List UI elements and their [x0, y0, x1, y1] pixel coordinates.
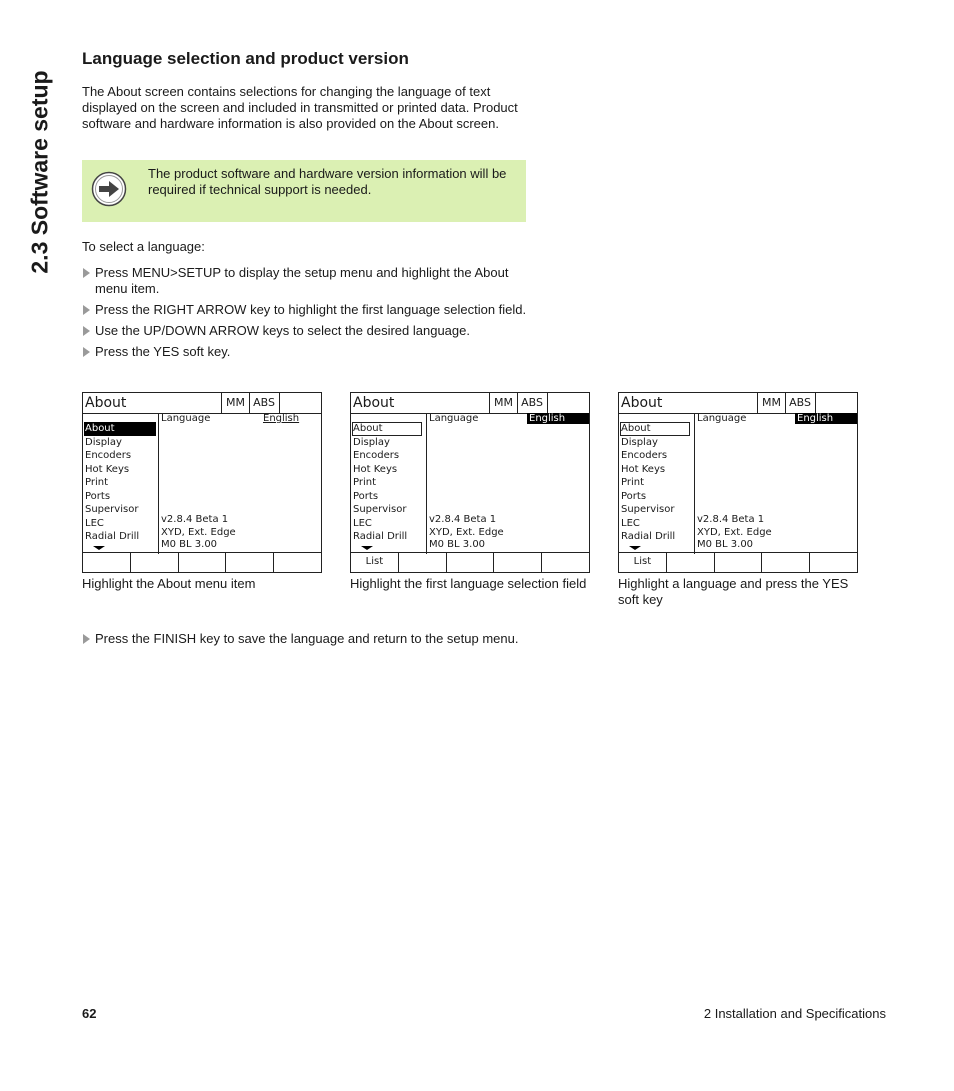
triangle-bullet-icon [83, 326, 90, 336]
version-info [161, 514, 236, 552]
step-item [82, 323, 532, 339]
page-number: 62 [82, 1006, 97, 1021]
abs-indicator: ABS [249, 393, 280, 413]
menu-item-about[interactable]: About [352, 422, 422, 436]
note-text: The product software and hardware version information will be required if technical support is needed. [148, 166, 507, 197]
final-step-list [82, 631, 532, 647]
softkey[interactable] [274, 553, 321, 572]
menu-item-encoders[interactable]: Encoders [85, 450, 132, 461]
softkey[interactable] [494, 553, 542, 572]
note-box [82, 160, 526, 222]
menu-item-hot-keys[interactable]: Hot Keys [353, 463, 398, 475]
screen-caption: Highlight a language and press the YES soft key [618, 576, 849, 607]
abs-indicator: ABS [785, 393, 816, 413]
menu-item-encoders[interactable]: Encoders [621, 450, 668, 461]
menu-item-lec[interactable]: LEC [85, 517, 104, 529]
product-config: XYD, Ext. Edge [429, 526, 504, 538]
triangle-bullet-icon [83, 268, 90, 278]
menu-item-lec[interactable]: LEC [621, 517, 640, 529]
intro-paragraph: The About screen contains selections for changing the language of text displayed on the screen and included in transmitted or printed data. Product software and hardware information is also provided on the About screen. [82, 84, 518, 131]
mm-indicator: MM [757, 393, 786, 413]
language-label: Language [697, 413, 747, 424]
menu-item-lec[interactable]: LEC [353, 517, 372, 529]
softkey[interactable] [226, 553, 274, 572]
menu-item-hot-keys[interactable]: Hot Keys [621, 463, 666, 475]
step-list [82, 265, 532, 365]
menu-item-display[interactable]: Display [621, 436, 658, 448]
divider [694, 413, 695, 554]
triangle-bullet-icon [83, 347, 90, 357]
product-config: XYD, Ext. Edge [697, 526, 772, 538]
menu-item-supervisor[interactable]: Supervisor [353, 504, 407, 515]
step-text: Press the YES soft key. [95, 344, 231, 359]
screen-caption: Highlight the About menu item [82, 576, 256, 591]
language-field[interactable]: English [795, 413, 857, 424]
abs-indicator: ABS [517, 393, 548, 413]
menu-item-ports[interactable]: Ports [85, 490, 111, 502]
language-label: Language [429, 413, 479, 424]
divider [158, 413, 159, 554]
step-item [82, 265, 532, 297]
step-text: Press the RIGHT ARROW key to highlight the first language selection field. [95, 302, 527, 317]
setup-menu [620, 422, 692, 544]
menu-item-print[interactable]: Print [353, 477, 377, 488]
softkey[interactable] [715, 553, 763, 572]
scroll-down-icon [629, 546, 641, 550]
menu-item-radial-drill[interactable]: Radial Drill [85, 531, 140, 542]
menu-item-display[interactable]: Display [85, 436, 122, 448]
list-softkey[interactable]: List [351, 553, 399, 572]
setup-menu [352, 422, 424, 544]
screen-title: About [353, 395, 395, 411]
softkey[interactable] [179, 553, 227, 572]
softkey[interactable] [667, 553, 715, 572]
menu-item-radial-drill[interactable]: Radial Drill [353, 531, 408, 542]
step-intro: To select a language: [82, 239, 205, 254]
product-config: XYD, Ext. Edge [161, 526, 236, 538]
language-field[interactable]: English [263, 413, 300, 424]
softkey[interactable] [810, 553, 857, 572]
version-info [697, 514, 772, 552]
softkey[interactable] [762, 553, 810, 572]
menu-item-hot-keys[interactable]: Hot Keys [85, 463, 130, 475]
softkey[interactable] [399, 553, 447, 572]
setup-menu [84, 422, 156, 544]
mm-indicator: MM [221, 393, 250, 413]
mm-indicator: MM [489, 393, 518, 413]
softkey[interactable] [131, 553, 179, 572]
software-version: v2.8.4 Beta 1 [429, 514, 497, 525]
menu-item-radial-drill[interactable]: Radial Drill [621, 531, 676, 542]
section-heading: Language selection and product version [82, 49, 409, 68]
screen-title: About [85, 395, 127, 411]
about-screen-3 [618, 392, 858, 573]
softkey-bar [83, 552, 321, 572]
footer-section-title: 2 Installation and Specifications [703, 1006, 886, 1021]
hardware-version: M0 BL 3.00 [697, 539, 754, 550]
language-field[interactable]: English [527, 413, 589, 424]
softkey-bar [619, 552, 857, 572]
screen-title: About [621, 395, 663, 411]
about-screen-1 [82, 392, 322, 573]
menu-item-supervisor[interactable]: Supervisor [621, 504, 675, 515]
menu-item-about[interactable]: About [620, 422, 690, 436]
software-version: v2.8.4 Beta 1 [697, 514, 765, 525]
triangle-bullet-icon [83, 305, 90, 315]
software-version: v2.8.4 Beta 1 [161, 514, 229, 525]
hardware-version: M0 BL 3.00 [161, 539, 218, 550]
softkey[interactable] [542, 553, 589, 572]
menu-item-print[interactable]: Print [85, 477, 109, 488]
menu-item-encoders[interactable]: Encoders [353, 450, 400, 461]
step-text: Press MENU>SETUP to display the setup menu and highlight the About menu item. [95, 265, 509, 296]
side-section-title-text: 2.3 Software setup [26, 70, 53, 274]
version-info [429, 514, 504, 552]
about-screen-2 [350, 392, 590, 573]
menu-item-ports[interactable]: Ports [353, 490, 379, 502]
hardware-version: M0 BL 3.00 [429, 539, 486, 550]
scroll-down-icon [93, 546, 105, 550]
divider [426, 413, 427, 554]
step-text: Press the FINISH key to save the language and return to the setup menu. [95, 631, 519, 646]
step-text: Use the UP/DOWN ARROW keys to select the desired language. [95, 323, 470, 338]
step-item [82, 344, 532, 360]
list-softkey[interactable]: List [619, 553, 667, 572]
menu-item-ports[interactable]: Ports [621, 490, 647, 502]
triangle-bullet-icon [83, 634, 90, 644]
language-label: Language [161, 413, 211, 424]
menu-item-supervisor[interactable]: Supervisor [85, 504, 139, 515]
screen-caption: Highlight the first language selection field [350, 576, 587, 591]
menu-item-display[interactable]: Display [353, 436, 390, 448]
softkey[interactable] [83, 553, 131, 572]
softkey[interactable] [447, 553, 495, 572]
step-item [82, 631, 532, 647]
menu-item-print[interactable]: Print [621, 477, 645, 488]
menu-item-about[interactable]: About [84, 422, 156, 436]
scroll-down-icon [361, 546, 373, 550]
arrow-right-icon [91, 171, 127, 207]
softkey-bar [351, 552, 589, 572]
side-section-title [22, 52, 58, 292]
step-item [82, 302, 532, 318]
